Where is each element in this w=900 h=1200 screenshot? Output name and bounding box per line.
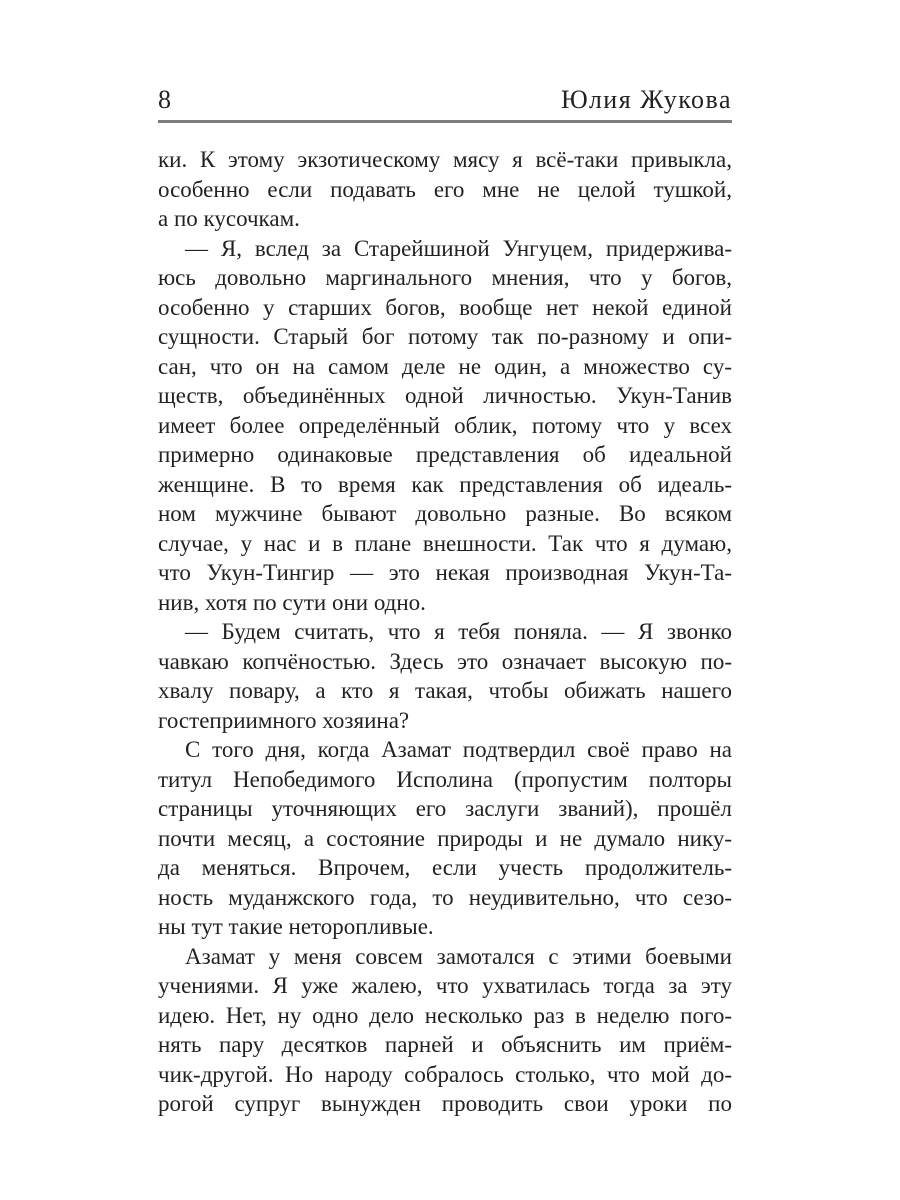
text-line: случае, у нас и в плане внешности. Так что я думаю,	[158, 530, 732, 556]
text-line: женщине. В то время как представления об идеаль-	[158, 471, 732, 497]
text-line: ность муданжского года, то неудивительно, что сезо-	[158, 884, 732, 910]
text-line: особенно у старших богов, вообще нет некой единой	[158, 294, 732, 320]
paragraph	[158, 735, 732, 942]
text-line: хвалу повару, а кто я такая, чтобы обижать нашего	[158, 678, 732, 703]
text-line: — Я, вслед за Старейшиной Унгуцем, придержива-	[185, 235, 732, 261]
text-line: — Будем считать, что я тебя поняла. — Я звонко	[185, 619, 732, 644]
text-line: да меняться. Впрочем, если учесть продолжитель-	[158, 855, 732, 880]
text-line: почти месяц, а состояние природы и не думало нику-	[158, 825, 732, 851]
paragraph	[158, 145, 732, 234]
text-line: имеет более определённый облик, потому что у всех	[158, 412, 732, 438]
text-line: примерно одинаковые представления об идеальной	[158, 442, 732, 467]
page-content-area	[158, 0, 732, 1119]
body-text	[158, 145, 732, 1119]
paragraph	[158, 617, 732, 735]
text-line: особенно если подавать его мне не целой тушкой,	[158, 176, 732, 202]
text-line: ки. К этому экзотическому мясу я всё-таки привыкла,	[158, 147, 732, 172]
text-line: сан, что он на самом деле не один, а множество су-	[158, 353, 732, 379]
text-line: идею. Нет, ну одно дело несколько раз в неделю пого-	[158, 1002, 732, 1028]
text-line: Азамат у меня совсем замотался с этими боевыми	[185, 943, 732, 969]
text-line: нив, хотя по сути они одно.	[158, 589, 426, 615]
running-header	[158, 0, 732, 113]
text-line: учениями. Я уже жалею, что ухватилась тогда за эту	[158, 973, 732, 998]
header-rule	[158, 120, 732, 123]
page-number: 8	[158, 85, 171, 114]
text-line: С того дня, когда Азамат подтвердил своё право на	[185, 737, 732, 762]
text-line: юсь довольно маргинального мнения, что у богов,	[158, 265, 732, 290]
text-line: а по кусочкам.	[158, 206, 300, 231]
paragraph	[158, 942, 732, 1119]
text-line: нять пару десятков парней и объяснить им приём-	[158, 1032, 732, 1057]
text-line: страницы уточняющих его заслуги званий), прошёл	[158, 796, 732, 821]
text-line: что Укун-Тингир — это некая производная Укун-Та-	[158, 560, 732, 585]
text-line: ны тут такие неторопливые.	[158, 914, 434, 939]
text-line: сущности. Старый бог потому так по-разному и опи-	[158, 324, 732, 349]
paragraph	[158, 234, 732, 618]
text-line: ществ, объединённых одной личностью. Укун-Танив	[158, 383, 732, 408]
text-line: рогой супруг вынужден проводить свои уроки по	[158, 1091, 732, 1116]
author-name: Юлия Жукова	[560, 85, 732, 114]
text-line: чик-другой. Но народу собралось столько, что мой до-	[158, 1061, 732, 1087]
text-line: ном мужчине бывают довольно разные. Во всяком	[158, 501, 732, 526]
text-line: гостеприимного хозяина?	[158, 707, 410, 733]
text-line: чавкаю копчёностью. Здесь это означает высокую по-	[158, 648, 732, 674]
text-line: титул Непобедимого Исполина (пропустим полторы	[158, 766, 732, 792]
